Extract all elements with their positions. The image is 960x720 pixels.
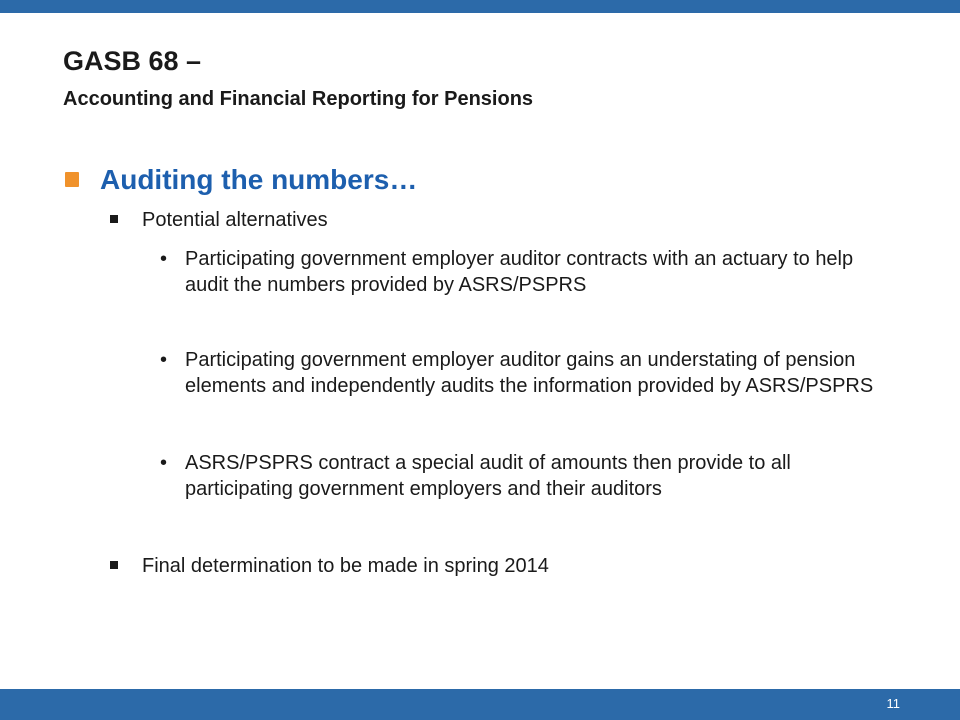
footer-bar: [0, 689, 960, 720]
page-number: 11: [886, 696, 900, 711]
square-bullet-icon: [110, 215, 118, 223]
title-line-1: GASB 68 –: [63, 46, 202, 76]
dot-bullet-icon: •: [160, 452, 168, 474]
square-bullet-icon: [110, 561, 118, 569]
dot-bullet-icon: •: [160, 248, 168, 270]
dot-bullet-icon: •: [160, 349, 168, 371]
top-accent-bar: [0, 0, 960, 13]
title-line-2: Accounting and Financial Reporting for Pensions: [63, 88, 534, 110]
sub-list-item-text: ASRS/PSPRS contract a special audit of amounts then provide to all participating government employers and their auditors: [185, 452, 791, 500]
sub-list-item-text: Participating government employer auditor gains an understating of pension elements and independently audits the information provided by ASRS/PSPRS: [185, 349, 874, 397]
section-heading: Auditing the numbers…: [100, 164, 418, 195]
list-item-text: Final determination to be made in spring 2014: [142, 555, 549, 577]
list-item-text: Potential alternatives: [142, 209, 328, 231]
sub-list-item-text: Participating government employer auditor contracts with an actuary to help audit the numbers provided by ASRS/PSPRS: [185, 248, 854, 296]
slide-title: [63, 44, 533, 114]
square-bullet-icon: [65, 172, 79, 187]
